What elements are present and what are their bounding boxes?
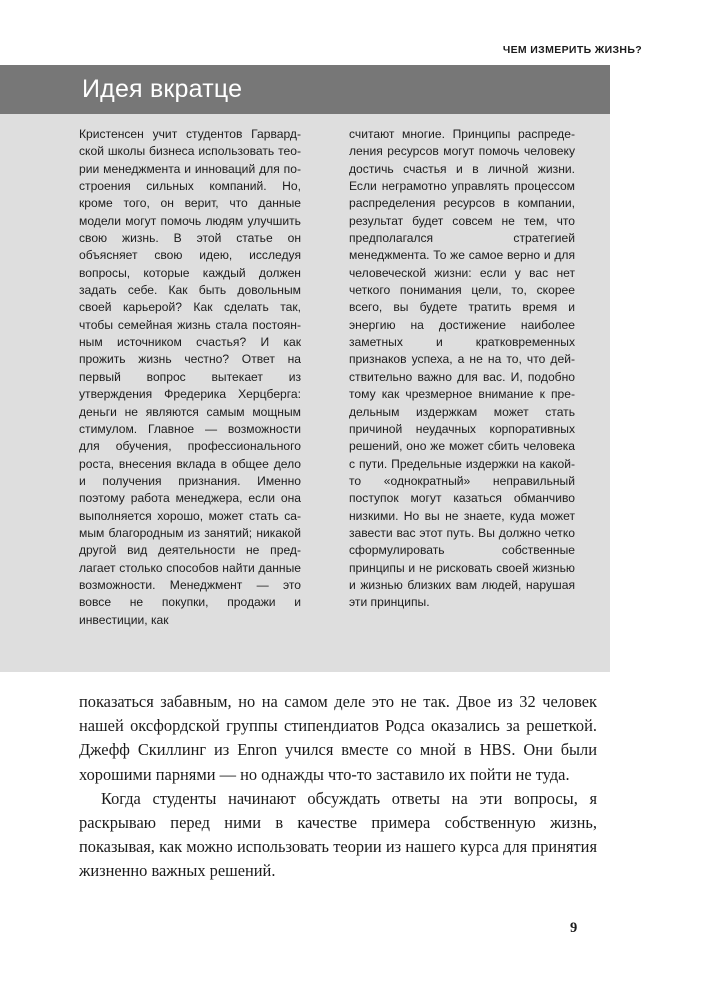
- sidebar-title: Идея вкратце: [82, 75, 243, 103]
- sidebar-column-left: [79, 126, 301, 629]
- body-paragraph-2: Когда студенты начинают обсуждать ответы на эти вопросы, я раскрываю перед ними в качестве примера собственную жизнь, показывая, как можно использовать теории из нашего курса для принятия жизненно важных решений.: [79, 788, 597, 881]
- sidebar-paragraph-left: Кристенсен учит студентов Гарвардской школы бизнеса использовать теории менеджмента и инноваций для построения сильных компаний. Но, кроме того, он верит, что данные модели могут помочь людям улучшить свою жизнь. В этой статье он объясняет свою идею, исследуя вопросы, которые каждый должен задать себе. Как быть довольным своей карьерой? Как сделать так, чтобы семейная жизнь стала постоянным источником счастья? И как прожить жизнь честно? Ответ на первый вопрос вытекает из утверждения Фредерика Херцберга: деньги не являются самым мощным стимулом. Главное — возможности для обучения, профессионального роста, внесения вклада в общее дело и получения признания. Именно поэтому работа менеджера, если она выполняется хорошо, может стать самым благородным из занятий; никакой другой вид деятельности не предлагает столько способов найти данные возможности. Менеджмент — это вовсе не покупки, продажи и инвестиции, как: [79, 127, 301, 627]
- running-head: ЧЕМ ИЗМЕРИТЬ ЖИЗНЬ?: [502, 44, 642, 56]
- sidebar-paragraph-right: считают многие. Принципы распределения ресурсов могут помочь человеку достичь счастья и в личной жизни. Если неграмотно управлять процессом распределения ресурсов в компании, результат будет совсем не тем, что предполагался стратегией менеджмента. То же самое верно и для человеческой жизни: если у вас нет четкого понимания цели, то, скорее всего, вы будете тратить время и энергию на достижение наиболее заметных и кратковременных признаков успеха, а не на то, что действительно важно для вас. И, подобно тому как чрезмерное внимание к предельным издержкам может стать причиной неудачных корпоративных решений, оно же может сбить человека с пути. Предельные издержки на какой-то «однократный» неправильный поступок могут казаться обманчиво низкими. Но вы не знаете, куда может завести вас этот путь. Вы должно четко сформулировать собственные принципы и не рисковать своей жизнью и жизнью близких вам людей, нарушая эти принципы.: [349, 127, 575, 610]
- page-number: 9: [570, 920, 578, 936]
- idea-in-brief-box: [0, 65, 610, 672]
- body-text: [79, 690, 597, 884]
- body-paragraph-1: показаться забавным, но на самом деле это не так. Двое из 32 человек нашей оксфордской группы стипендиатов Родса оказались за решеткой. Джефф Скиллинг из Enron учился вместе со мной в HBS. Они были хорошими парнями — но однажды что-то заставило их пойти не туда.: [79, 692, 597, 784]
- sidebar-column-right: [349, 126, 575, 612]
- sidebar-columns: [0, 114, 610, 672]
- sidebar-header-band: [0, 65, 610, 114]
